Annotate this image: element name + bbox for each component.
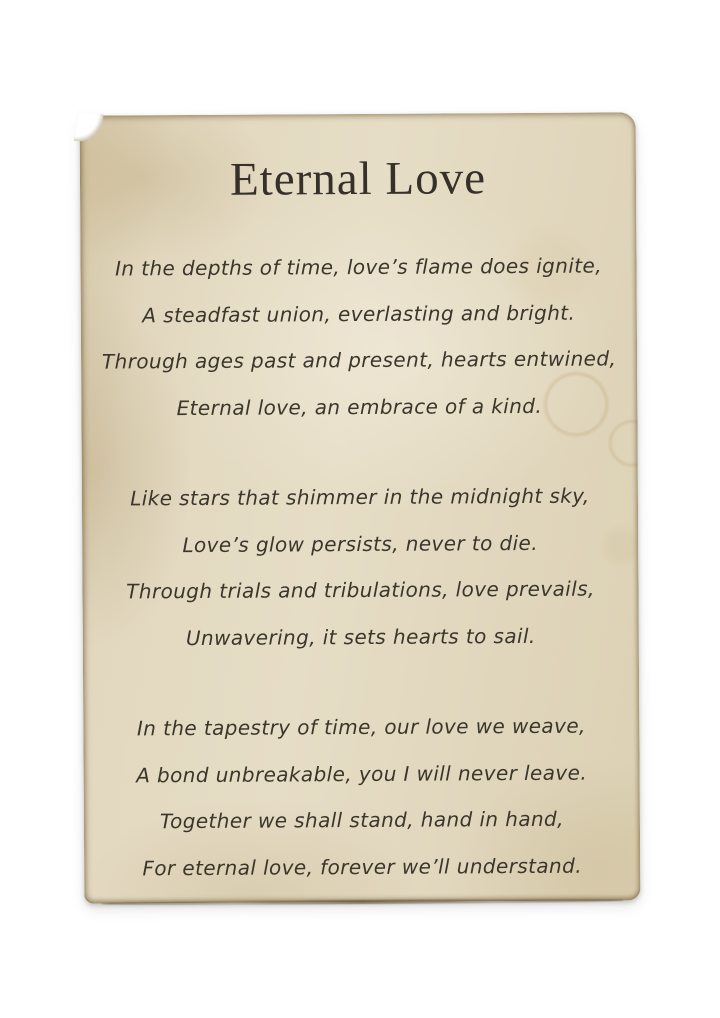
poem-line: Like stars that shimmer in the midnight sky, [130, 483, 590, 511]
poem-body [101, 242, 619, 891]
poem-content [80, 112, 641, 903]
poem-line: Through trials and tribulations, love prevails, [126, 576, 595, 604]
stanza-2 [103, 472, 618, 661]
poem-line: Together we shall stand, hand in hand, [159, 806, 564, 834]
poem-line: A steadfast union, everlasting and bright. [142, 300, 576, 327]
poem-line: Through ages past and present, hearts entwined, [101, 346, 617, 374]
vintage-paper [80, 112, 641, 903]
poem-line: Love’s glow persists, never to die. [182, 530, 539, 557]
poem-line: Unwavering, it sets hearts to sail. [185, 623, 536, 650]
stanza-1 [101, 242, 616, 431]
poem-line: In the depths of time, love’s flame does ignite, [114, 253, 603, 281]
poem-line: Eternal love, an embrace of a kind. [176, 393, 543, 420]
poem-line: In the tapestry of time, our love we weave, [136, 713, 586, 741]
poem-title: Eternal Love [229, 152, 487, 206]
stanza-3 [104, 702, 619, 891]
poem-line: For eternal love, forever we’ll understand. [142, 853, 583, 880]
poem-line: A bond unbreakable, you I will never leave. [136, 760, 588, 787]
